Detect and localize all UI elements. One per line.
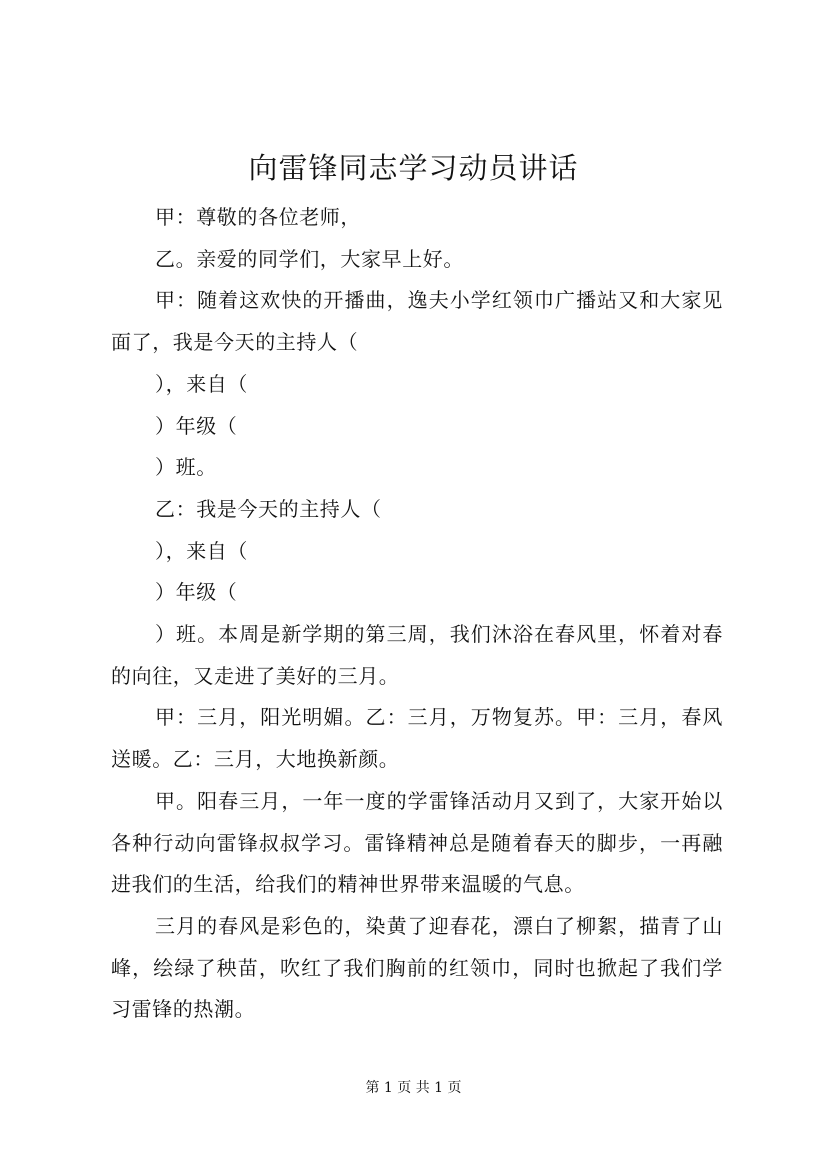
paragraph-13: 三月的春风是彩色的，染黄了迎春花，漂白了柳絮，描青了山峰，绘绿了秧苗，吹红了我们胸前的红领巾，同时也掀起了我们学习雷锋的热潮。 [111, 913, 723, 1022]
paragraph-8: ），来自（ [155, 538, 248, 563]
document-body [111, 197, 723, 1031]
paragraph-9: ）年级（ [155, 580, 238, 605]
paragraph-5: ）年级（ [155, 413, 238, 438]
paragraph-12: 甲。阳春三月，一年一度的学雷锋活动月又到了，大家开始以各种行动向雷锋叔叔学习。雷锋精神总是随着春天的脚步，一再融进我们的生活，给我们的精神世界带来温暖的气息。 [111, 788, 723, 897]
paragraph-3: 甲：随着这欢快的开播曲，逸夫小学红领巾广播站又和大家见面了，我是今天的主持人（ [111, 288, 723, 355]
document-title: 向雷锋同志学习动员讲话 [248, 151, 579, 185]
paragraph-7: 乙：我是今天的主持人（ [155, 496, 382, 521]
paragraph-4: ），来自（ [155, 371, 248, 396]
paragraph-10: ）班。本周是新学期的第三周，我们沐浴在春风里，怀着对春的向往，又走进了美好的三月。 [111, 622, 723, 688]
paragraph-11: 甲：三月，阳光明媚。乙：三月，万物复苏。甲：三月，春风送暖。乙：三月，大地换新颜。 [111, 705, 723, 772]
paragraph-1: 甲：尊敬的各位老师， [155, 205, 361, 229]
paragraph-2: 乙。亲爱的同学们，大家早上好。 [155, 246, 464, 271]
paragraph-6: ）班。 [155, 455, 217, 480]
page-footer: 第 1 页 共 1 页 [365, 1080, 462, 1096]
